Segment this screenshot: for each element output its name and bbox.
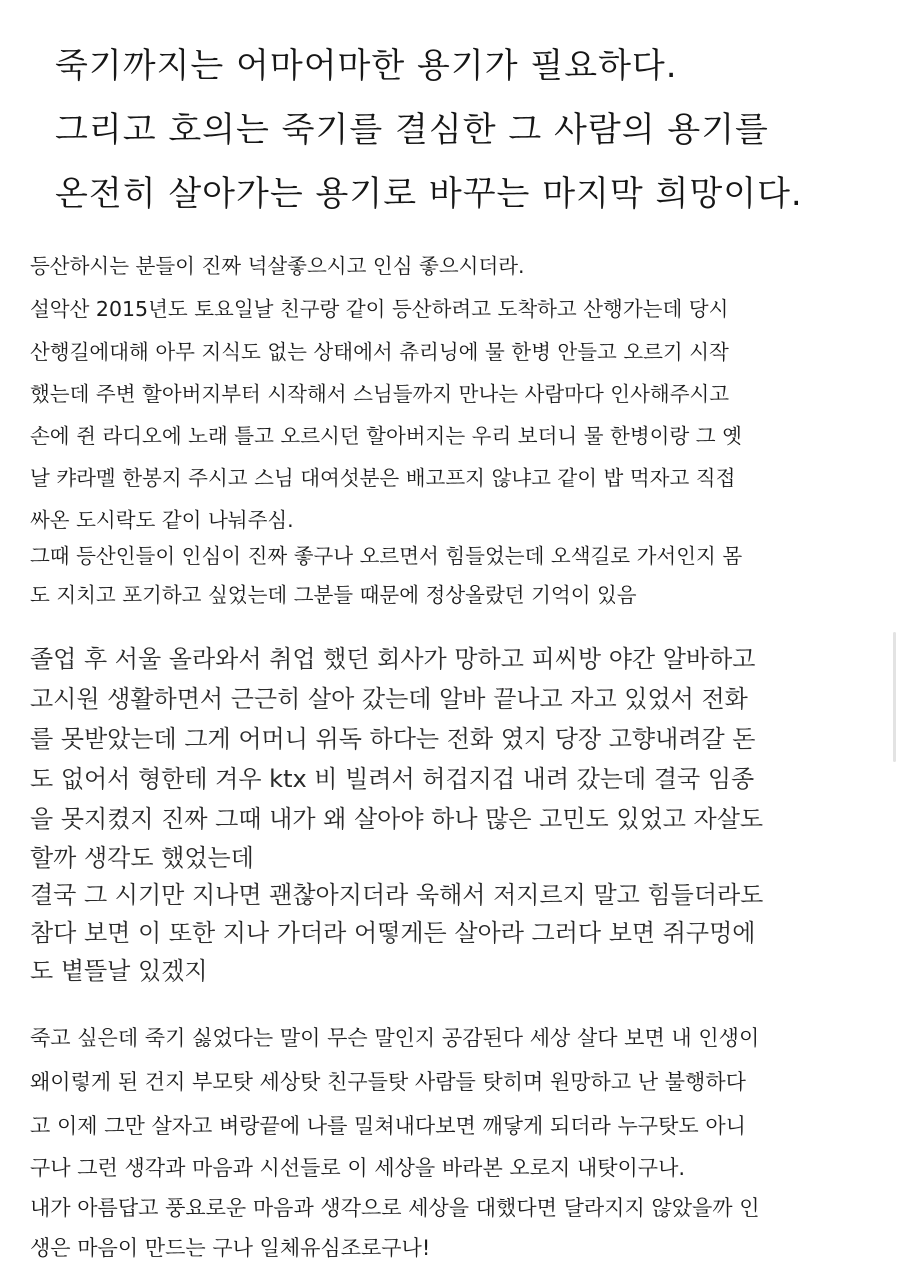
text-line: 했는데 주변 할아버지부터 시작해서 스님들까지 만나는 사람마다 인사해주시고 bbox=[30, 382, 730, 406]
text-line: 구나 그런 생각과 마음과 시선들로 이 세상을 바라본 오로지 내탓이구나. bbox=[30, 1156, 686, 1180]
text-line: 결국 그 시기만 지나면 괜찮아지더라 욱해서 저지르지 말고 힘들더라도 bbox=[30, 881, 764, 909]
text-line: 손에 쥔 라디오에 노래 틀고 오르시던 할아버지는 우리 보더니 물 한병이랑 그 옛 bbox=[30, 424, 742, 448]
text-line: 도 볕뜰날 있겠지 bbox=[30, 957, 208, 985]
heading-line: 온전히 살아가는 용기로 바꾸는 마지막 희망이다. bbox=[55, 174, 803, 214]
text-line: 산행길에대해 아무 지식도 없는 상태에서 츄리닝에 물 한병 안들고 오르기 시작 bbox=[30, 340, 729, 364]
text-line: 졸업 후 서울 올라와서 취업 했던 회사가 망하고 피씨방 야간 알바하고 bbox=[30, 645, 756, 673]
text-line: 설악산 2015년도 토요일날 친구랑 같이 등산하려고 도착하고 산행가는데 당시 bbox=[30, 297, 729, 321]
text-line: 도 지치고 포기하고 싶었는데 그분들 때문에 정상올랐던 기억이 있음 bbox=[30, 583, 637, 607]
scroll-indicator bbox=[893, 632, 896, 762]
text-line: 날 캬라멜 한봉지 주시고 스님 대여섯분은 배고프지 않냐고 같이 밥 먹자고 직접 bbox=[30, 466, 736, 490]
text-line: 그때 등산인들이 인심이 진짜 좋구나 오르면서 힘들었는데 오색길로 가서인지 몸 bbox=[30, 544, 743, 568]
text-line: 등산하시는 분들이 진짜 넉살좋으시고 인심 좋으시더라. bbox=[30, 254, 525, 278]
text-line: 왜이렇게 된 건지 부모탓 세상탓 친구들탓 사람들 탓히며 원망하고 난 불행하다 bbox=[30, 1070, 746, 1094]
text-line: 고시원 생활하면서 근근히 살아 갔는데 알바 끝나고 자고 있었서 전화 bbox=[30, 685, 748, 713]
text-line: 고 이제 그만 살자고 벼랑끝에 나를 밀쳐내다보면 깨닿게 되더라 누구탓도 아니 bbox=[30, 1114, 746, 1138]
heading-line: 죽기까지는 어마어마한 용기가 필요하다. bbox=[55, 46, 678, 86]
text-line: 참다 보면 이 또한 지나 가더라 어떻게든 살아라 그러다 보면 쥐구멍에 bbox=[30, 919, 756, 947]
text-line: 를 못받았는데 그게 어머니 위독 하다는 전화 였지 당장 고향내려갈 돈 bbox=[30, 725, 756, 753]
text-line: 생은 마음이 만드는 구나 일체유심조로구나! bbox=[30, 1236, 431, 1260]
text-line: 도 없어서 형한테 겨우 ktx 비 빌려서 허겁지겁 내려 갔는데 결국 임종 bbox=[30, 765, 755, 793]
text-line: 싸온 도시락도 같이 나눠주심. bbox=[30, 508, 294, 532]
heading-line: 그리고 호의는 죽기를 결심한 그 사람의 용기를 bbox=[55, 110, 769, 150]
text-line: 죽고 싶은데 죽기 싫었다는 말이 무슨 말인지 공감된다 세상 살다 보면 내 인생이 bbox=[30, 1026, 760, 1050]
text-line: 을 못지켰지 진짜 그때 내가 왜 살아야 하나 많은 고민도 있었고 자살도 bbox=[30, 805, 764, 833]
text-line: 할까 생각도 했었는데 bbox=[30, 844, 254, 872]
text-line: 내가 아름답고 풍요로운 마음과 생각으로 세상을 대했다면 달라지지 않았을까 인 bbox=[30, 1196, 760, 1220]
